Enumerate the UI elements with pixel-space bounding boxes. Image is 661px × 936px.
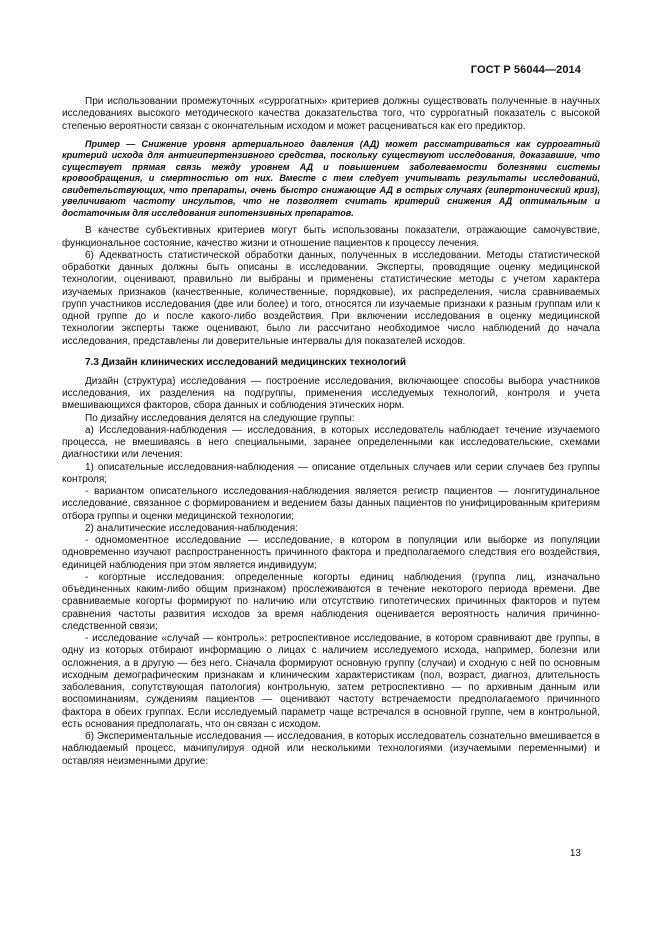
paragraph-cohort: - когортные исследования: определенные когорты единиц наблюдения (группа лиц, изначально объединенных каким-либо общим признаком) прослеживаются в течение некоторого периода времени. Две сравниваемые когорты формируют по наличию или отсутствию гипотетических причинных факторов и путем сравнения частоты развития исходов за время наблюдения оценивается вероятность наличия причинно-следственной связи; xyxy=(62,571,600,632)
paragraph-descriptive: 1) описательные исследования-наблюдения — описание отдельных случаев или серии случаев без группы контроля; xyxy=(62,461,600,485)
paragraph-cross-sectional: - одномоментное исследование — исследование, в котором в популяции или выборке из популяции одновременно изучают распространенность причинного фактора и предполагаемого следствия его воздействия, единицей наблюдения при этом является индивидуум; xyxy=(62,535,600,571)
paragraph-case-control: - исследование «случай — контроль»: ретроспективное исследование, в котором сравнивают две группы, в одну из которых отбирают информацию о лицах с наличием исследуемого исхода, например, болезни или осложнения, а в другую — без него. Сначала формируют основную группу (случаи) и сходную с ней по основным исходным демографическим признакам и клиническим характеристикам (пол, возраст, диагноз, длительность заболевания, сопутствующая патология) контрольную, затем ретроспективно — по архивным данным или воспоминаниям, суждениям пациентов — оценивают частоту встречаемости предполагаемого причинного фактора в обеих группах. Если исследуемый параметр чаще встречался в основной группе, чем в контрольной, есть основания предполагать, что он связан с исходом. xyxy=(62,633,600,730)
example-note: Пример — Снижение уровня артериального давления (АД) может рассматриваться как суррогатный критерий исхода для антигипертензивного средства, поскольку существуют исследования, доказавшие, что существует прямая связь между уровнем АД и повышением заболеваемости болезнями системы кровообращения, и смертностью от них. Вместе с тем следует учитывать результаты исследований, свидетельствующих, что препараты, очень быстро снижающие АД в острых случаях (гипертонический криз), увеличивают частоту инсультов, что не позволяет считать критерий снижения АД оптимальным и достаточным для исследования гипотензивных препаратов. xyxy=(62,138,600,218)
paragraph-analytical: 2) аналитические исследования-наблюдения: xyxy=(85,522,298,534)
paragraph-experimental: б) Экспериментальные исследования — исследования, в которых исследователь сознательно вмешивается в наблюдаемый процесс, манипулируя одной или несколькими технологиями (изучаемыми переменными) и оставляя неизменными другие: xyxy=(62,731,600,767)
document-body xyxy=(62,96,600,768)
standard-header: ГОСТ Р 56044—2014 xyxy=(470,64,581,76)
section-heading: 7.3 Дизайн клинических исследований медицинских технологий xyxy=(85,356,407,368)
paragraph-design-definition: Дизайн (структура) исследования — построение исследования, включающее способы выбора участников исследования, их разделения на подгруппы, применения исследуемых технологий, контроля и учета вмешивающихся факторов, сбора данных и соблюдения этических норм. xyxy=(62,375,600,412)
paragraph-subjective-criteria: В качестве субъективных критериев могут быть использованы показатели, отражающие самочувствие, функциональное состояние, качество жизни и отношение пациентов к процессу лечения. xyxy=(62,225,600,249)
paragraph-statistics: 6) Адекватность статистической обработки данных, полученных в исследовании. Методы статистической обработки данных должны быть описаны в исследовании. Эксперты, проводящие оценку медицинской технологии, оценивают, правильно ли выбраны и применены статистические методы с учетом характера изучаемых признаков (качественные, количественные, порядковые), их распределения, числа сравниваемых групп участников исследования (две или более) и того, относятся ли изучаемые признаки к разным группам или к одной группе до и после какого-либо воздействия. При включении исследования в оценку медицинской технологии эксперты также оценивают, было ли рассчитано необходимое число наблюдений до начала исследования, представлены ли доверительные интервалы для показателей исходов. xyxy=(62,249,600,347)
paragraph-registry: - вариантом описательного исследования-наблюдения является регистр пациентов — лонгитудинальное исследование, связанное с формированием и ведением базы данных пациентов по унифицированным критериям отбора группы и оценки медицинской технологии; xyxy=(62,486,600,522)
paragraph-surrogate-criteria: При использовании промежуточных «суррогатных» критериев должны существовать полученные в научных исследованиях высокого методического качества доказательства того, что суррогатный показатель с высокой степенью вероятности связан с окончательным исходом и может расцениваться как его предиктор. xyxy=(62,96,600,132)
paragraph-observational: а) Исследования-наблюдения — исследования, в которых исследователь наблюдает течение изучаемого процесса, не вмешиваясь в него специальными, заранее определенными как исследовательские, схемами диагностики или лечения: xyxy=(62,424,600,461)
page-number: 13 xyxy=(569,848,581,859)
paragraph-groups-intro: По дизайну исследования делятся на следующие группы: xyxy=(85,412,355,424)
